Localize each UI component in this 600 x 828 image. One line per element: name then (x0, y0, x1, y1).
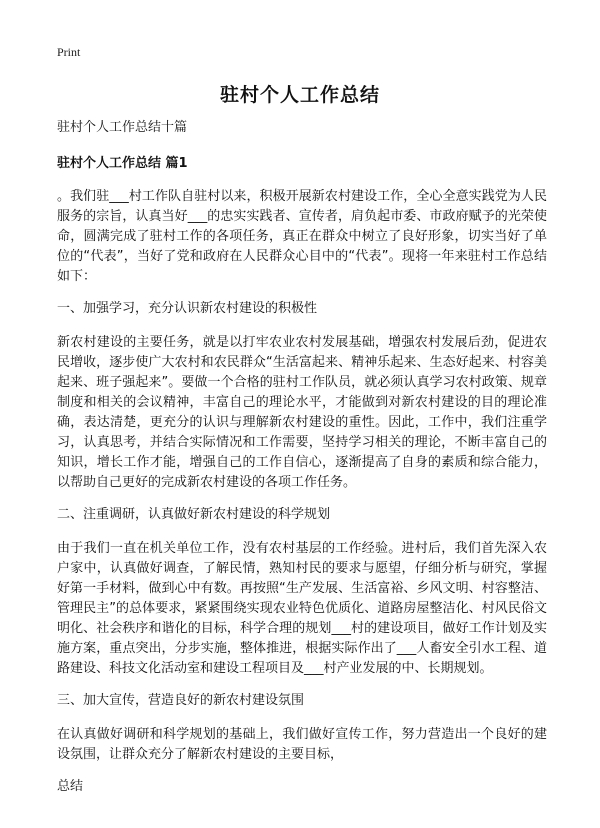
document-subtitle: 驻村个人工作总结十篇 (57, 120, 188, 135)
part-heading: 驻村个人工作总结 篇1 (57, 156, 188, 171)
section-1-paragraph: 新农村建设的主要任务，就是以打牢农业农村发展基础，增强农村发展后劲，促进农民增收，逐步使广大农村和农民群众“生活富起来、精神乐起来、生态好起来、村容美起来、班子强起来”。要做一个合格的驻村工作队员，就必须认真学习农村政策、规章制度和相关的会议精神，丰富自己的理论水平，才能做到对新农村建设的目的理论准确，表达清楚，更充分的认识与理解新农村建设的重性。因此，工作中，我们注重学习，认真思考，并结合实际情况和工作需要，坚持学习相关的理论，不断丰富自己的知识，增长工作才能，增强自己的工作自信心，逐渐提高了自身的素质和综合能力，以帮助自己更好的完成新农村建设的各项工作任务。 (57, 335, 547, 490)
page-title: 驻村个人工作总结 (219, 84, 380, 106)
section-1-heading: 一、加强学习，充分认识新农村建设的积极性 (57, 301, 318, 316)
print-label: Print (57, 45, 81, 59)
footer-label: 总结 (57, 779, 84, 794)
section-3-heading: 三、加大宣传，营造良好的新农村建设氛围 (57, 693, 305, 708)
section-2-heading: 二、注重调研，认真做好新农村建设的科学规划 (57, 507, 331, 522)
section-2-paragraph: 由于我们一直在机关单位工作，没有农村基层的工作经验。进村后，我们首先深入农户家中，认真做好调查，了解民情，熟知村民的要求与愿望，仔细分析与研究，掌握好第一手材料，做到心中有数。再按照“生产发展、生活富裕、乡风文明、村容整洁、管理民主”的总体要求，紧紧围绕实现农业特色优质化、道路房屋整洁化、村风民俗文明化、社会秩序和谐化的目标，科学合理的规划___村的建设项目，做好工作计划及实施方案，重点突出，分步实施，整体推进，根据实际作出了___人畜安全引水工程、道路建设、科技文化活动室和建设工程项目及___村产业发展的中、长期规划。 (57, 541, 547, 676)
document-body (57, 118, 547, 797)
section-3-paragraph: 在认真做好调研和科学规划的基础上，我们做好宣传工作，努力营造出一个良好的建设氛围，让群众充分了解新农村建设的主要目标， (57, 727, 547, 762)
intro-paragraph: 。我们驻___村工作队自驻村以来，积极开展新农村建设工作，全心全意实践党为人民服务的宗旨，认真当好___的忠实实践者、宣传者，肩负起市委、市政府赋予的光荣使命，圆满完成了驻村工作的各项任务，真正在群众中树立了良好形象，切实当好了单位的“代表”，当好了党和政府在人民群众心目中的“代表”。现将一年来驻村工作总结如下： (57, 189, 547, 284)
